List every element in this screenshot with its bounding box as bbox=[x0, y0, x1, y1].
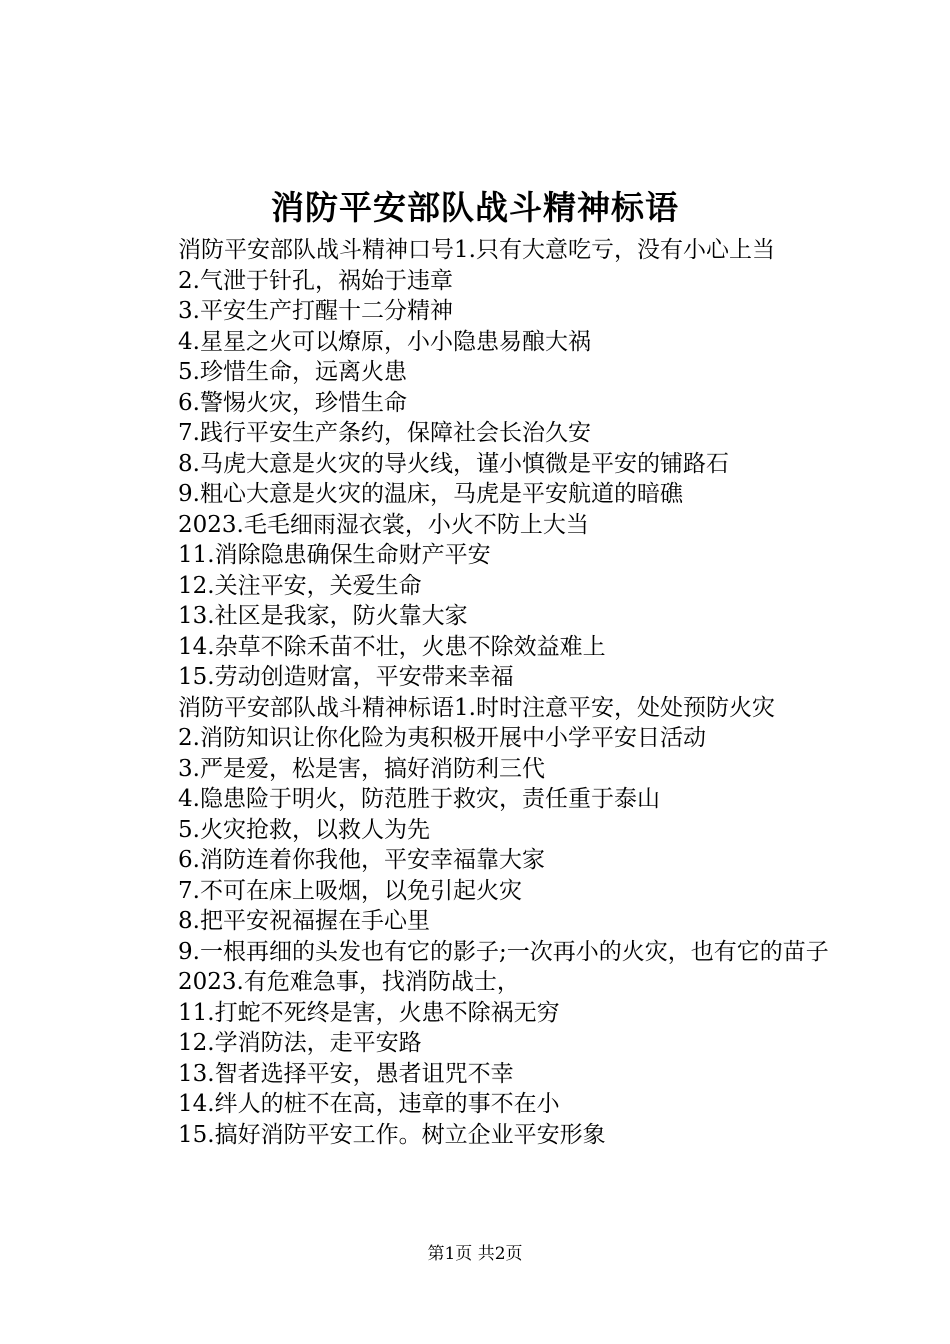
slogan-line: 11.打蛇不死终是害，火患不除祸无穷 bbox=[178, 999, 560, 1026]
slogan-line: 消防平安部队战斗精神口号1.只有大意吃亏，没有小心上当 bbox=[178, 237, 775, 263]
slogan-line: 2023.有危难急事，找消防战士， bbox=[178, 969, 520, 995]
slogan-line: 11.消除隐患确保生命财产平安 bbox=[178, 542, 491, 568]
slogan-line: 14.绊人的桩不在高，违章的事不在小 bbox=[178, 1091, 560, 1117]
slogan-line: 12.学消防法，走平安路 bbox=[178, 1030, 422, 1056]
slogan-line: 9.一根再细的头发也有它的影子;一次再小的火灾，也有它的苗子 bbox=[178, 938, 829, 965]
slogan-line: 13.智者选择平安，愚者诅咒不幸 bbox=[178, 1060, 514, 1087]
slogan-line: 5.火灾抢救，以救人为先 bbox=[178, 816, 430, 843]
slogan-line: 12.关注平安，关爱生命 bbox=[178, 572, 422, 599]
slogan-line: 4.隐患险于明火，防范胜于救灾，责任重于泰山 bbox=[178, 786, 660, 812]
slogan-line: 消防平安部队战斗精神标语1.时时注意平安，处处预防火灾 bbox=[178, 694, 775, 721]
slogan-line: 14.杂草不除禾苗不壮，火患不除效益难上 bbox=[178, 633, 606, 660]
page-footer: 第1页 共2页 bbox=[427, 1244, 523, 1264]
slogan-line: 2.消防知识让你化险为夷积极开展中小学平安日活动 bbox=[178, 725, 706, 751]
slogan-line: 9.粗心大意是火灾的温床，马虎是平安航道的暗礁 bbox=[178, 481, 683, 507]
slogan-line: 8.马虎大意是火灾的导火线，谨小慎微是平安的铺路石 bbox=[178, 450, 729, 477]
slogan-line: 6.警惕火灾，珍惜生命 bbox=[178, 389, 407, 416]
slogan-line: 3.严是爱，松是害，搞好消防利三代 bbox=[178, 755, 545, 782]
slogan-line: 8.把平安祝福握在手心里 bbox=[178, 908, 430, 934]
slogan-line: 2023.毛毛细雨湿衣裳，小火不防上大当 bbox=[178, 511, 589, 538]
slogan-line: 3.平安生产打醒十二分精神 bbox=[178, 298, 453, 324]
slogan-line: 5.珍惜生命，远离火患 bbox=[178, 359, 407, 385]
slogan-line: 15.搞好消防平安工作。树立企业平安形象 bbox=[178, 1121, 606, 1148]
slogan-line: 7.践行平安生产条约，保障社会长治久安 bbox=[178, 420, 591, 446]
slogan-line: 13.社区是我家，防火靠大家 bbox=[178, 603, 468, 629]
slogan-line: 2.气泄于针孔，祸始于违章 bbox=[178, 267, 453, 294]
slogan-line: 15.劳动创造财富，平安带来幸福 bbox=[178, 664, 514, 690]
slogan-line: 4.星星之火可以燎原，小小隐患易酿大祸 bbox=[178, 328, 591, 355]
slogan-line: 6.消防连着你我他，平安幸福靠大家 bbox=[178, 847, 545, 873]
slogan-line: 7.不可在床上吸烟，以免引起火灾 bbox=[178, 877, 522, 904]
document-body bbox=[130, 235, 860, 1150]
document-title: 消防平安部队战斗精神标语 bbox=[271, 188, 679, 227]
